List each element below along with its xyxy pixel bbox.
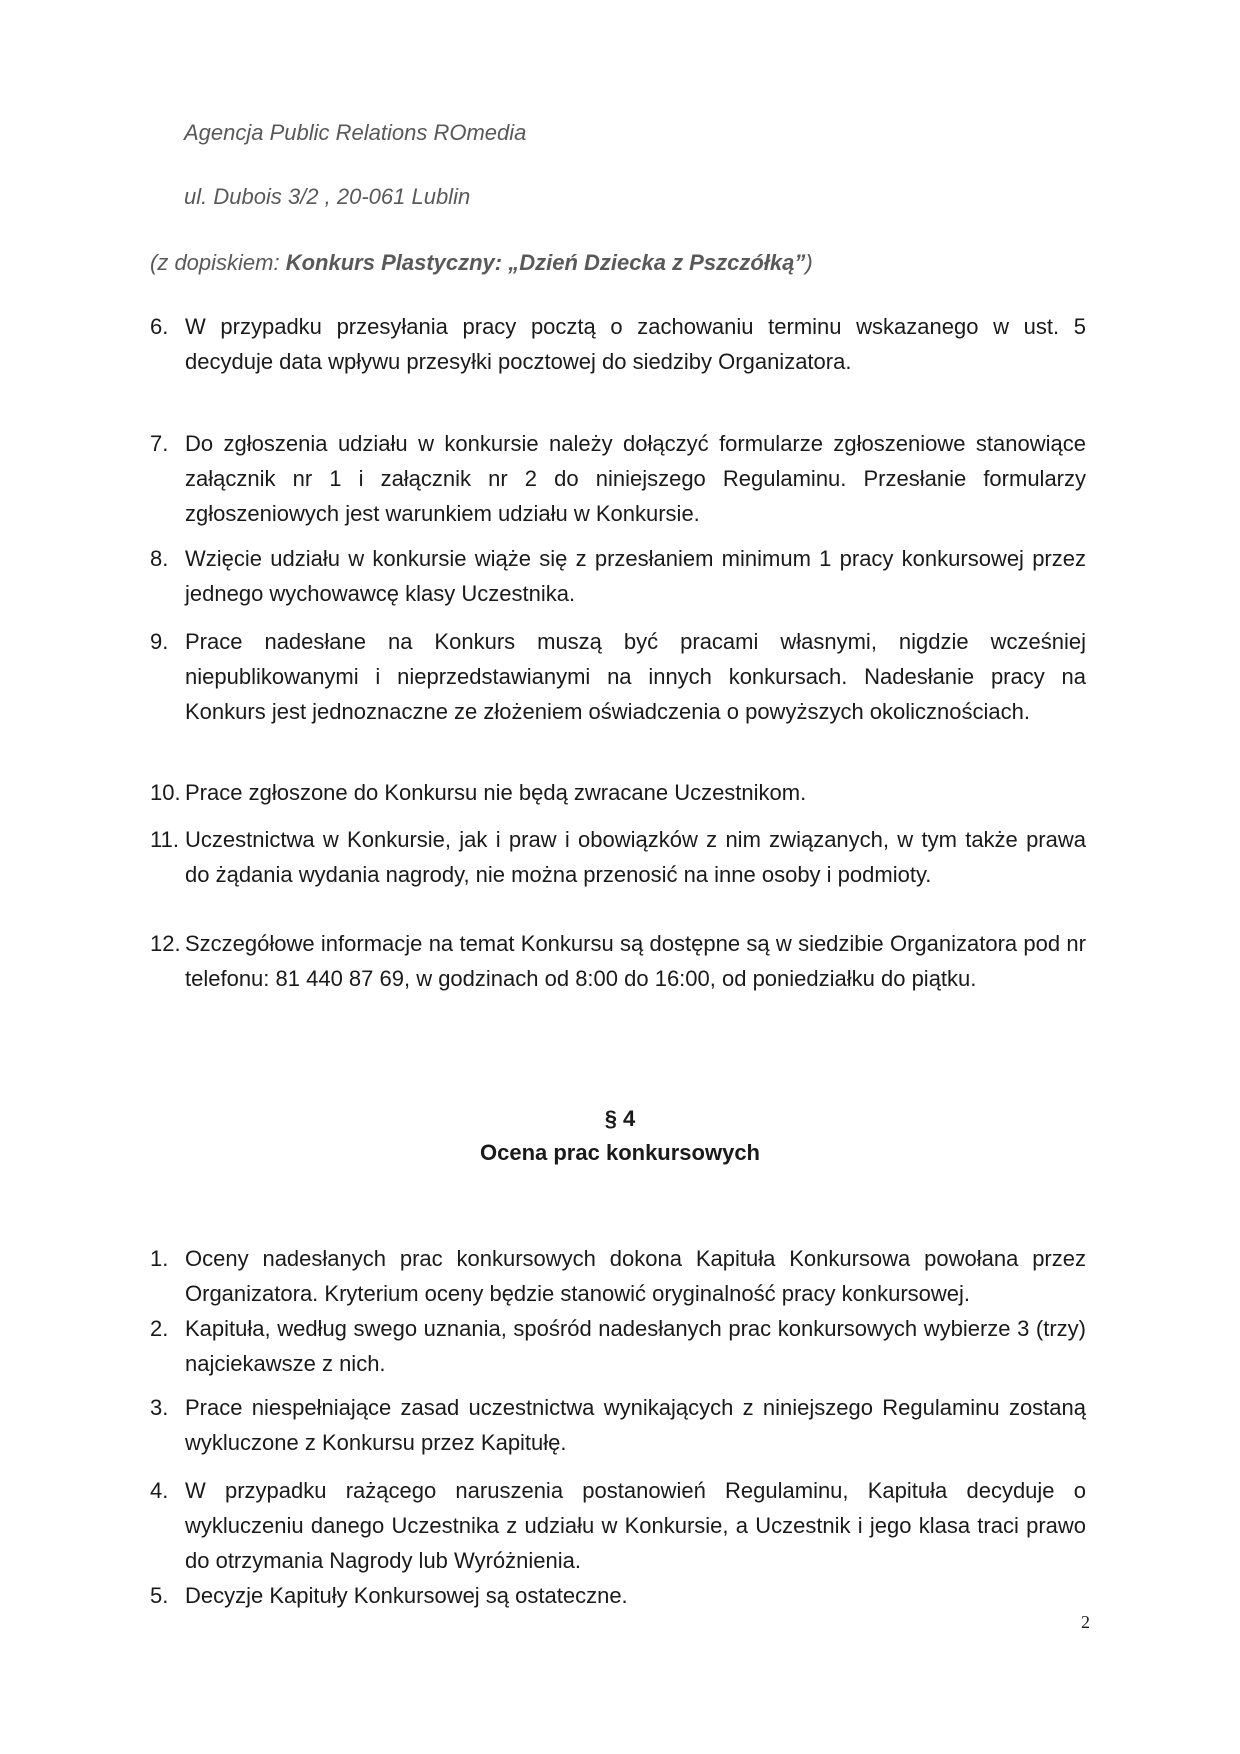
item-text: Prace zgłoszone do Konkursu nie będą zwracane Uczestnikom. <box>185 780 807 805</box>
item-text: Wzięcie udziału w konkursie wiąże się z przesłaniem minimum 1 pracy konkursowej przez jednego wychowawcę klasy Uczestnika. <box>185 546 1086 606</box>
item-number: 2. <box>150 1316 169 1341</box>
page-number: 2 <box>1081 1612 1090 1632</box>
item-text: Prace nadesłane na Konkurs muszą być pracami własnymi, nigdzie wcześniej niepublikowanymi i nieprzedstawianymi na innych konkursach. Nadesłanie pracy na Konkurs jest jednoznaczne ze złożeniem oświadczenia o powyższych okolicznościach. <box>185 629 1086 724</box>
item-text: Szczegółowe informacje na temat Konkursu są dostępne są w siedzibie Organizatora pod nr telefonu: 81 440 87 69, w godzinach od 8:00 do 16:00, od poniedziałku do piątku. <box>185 931 1086 991</box>
note-prefix: (z dopiskiem: <box>150 250 286 275</box>
item-text: Prace niespełniające zasad uczestnictwa wynikających z niniejszego Regulaminu zostaną wykluczone z Konkursu przez Kapitułę. <box>185 1395 1086 1455</box>
item-text: Oceny nadesłanych prac konkursowych dokona Kapituła Konkursowa powołana przez Organizatora. Kryterium oceny będzie stanowić oryginalność pracy konkursowej. <box>185 1246 1086 1306</box>
list-item <box>150 426 1086 531</box>
section-title: Ocena prac konkursowych <box>480 1140 760 1165</box>
item-text: Decyzje Kapituły Konkursowej są ostateczne. <box>185 1583 628 1608</box>
list-item <box>150 541 1086 611</box>
item-number: 11. <box>150 827 179 852</box>
item-number: 4. <box>150 1478 169 1503</box>
item-number: 6. <box>150 314 169 339</box>
item-number: 9. <box>150 629 169 654</box>
section-symbol: § 4 <box>604 1106 636 1131</box>
item-number: 10. <box>150 780 181 805</box>
item-text: Kapituła, według swego uznania, spośród nadesłanych prac konkursowych wybierze 3 (trzy) najciekawsze z nich. <box>185 1316 1086 1376</box>
note-suffix: ) <box>805 250 813 275</box>
item-number: 12. <box>150 931 181 956</box>
item-number: 8. <box>150 546 169 571</box>
list-item <box>150 1241 1086 1311</box>
list-item <box>150 775 1086 810</box>
item-text: Uczestnictwa w Konkursie, jak i praw i obowiązków z nim związanych, w tym także prawa do żądania wydania nagrody, nie można przenosić na inne osoby i podmioty. <box>185 827 1086 887</box>
list-item <box>150 822 1086 892</box>
list-item <box>150 1390 1086 1460</box>
list-item <box>150 926 1086 996</box>
list-item <box>150 1311 1086 1381</box>
note-contest-name: Konkurs Plastyczny: „Dzień Dziecka z Pszczółką” <box>285 250 806 275</box>
item-text: W przypadku przesyłania pracy pocztą o zachowaniu terminu wskazanego w ust. 5 decyduje data wpływu przesyłki pocztowej do siedziby Organizatora. <box>185 314 1086 374</box>
item-number: 7. <box>150 431 169 456</box>
item-number: 3. <box>150 1395 169 1420</box>
item-number: 1. <box>150 1246 169 1271</box>
list-item <box>150 624 1086 729</box>
list-item <box>150 1578 1086 1613</box>
address-line-1: Agencja Public Relations ROmedia <box>184 120 527 145</box>
item-text: W przypadku rażącego naruszenia postanowień Regulaminu, Kapituła decyduje o wykluczeniu danego Uczestnika z udziału w Konkursie, a Uczestnik i jego klasa traci prawo do otrzymania Nagrody lub Wyróżnienia. <box>185 1478 1086 1573</box>
address-line-2: ul. Dubois 3/2 , 20-061 Lublin <box>184 184 471 209</box>
item-text: Do zgłoszenia udziału w konkursie należy dołączyć formularze zgłoszeniowe stanowiące załącznik nr 1 i załącznik nr 2 do niniejszego Regulaminu. Przesłanie formularzy zgłoszeniowych jest warunkiem udziału w Konkursie. <box>185 431 1086 526</box>
address-note <box>150 248 813 278</box>
list-item <box>150 309 1086 379</box>
list-item <box>150 1473 1086 1578</box>
item-number: 5. <box>150 1583 169 1608</box>
